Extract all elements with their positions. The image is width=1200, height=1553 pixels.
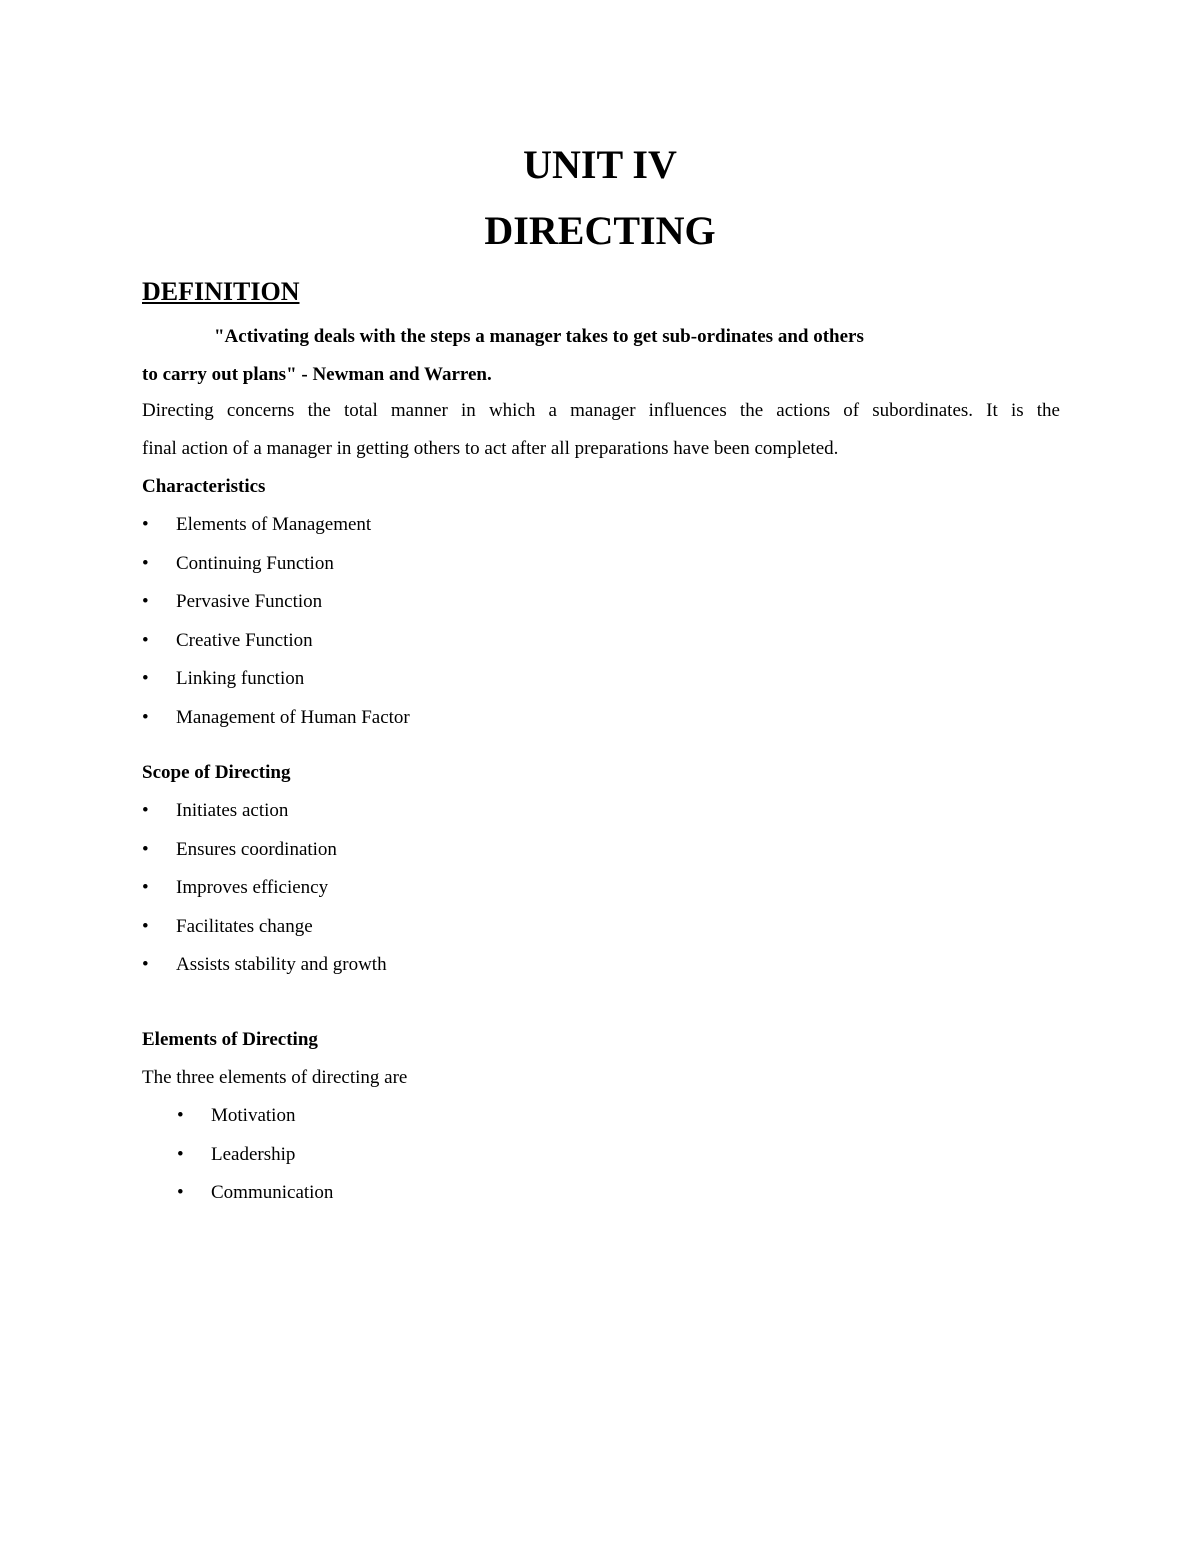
unit-title: UNIT IV [523, 142, 677, 187]
list-item: • Communication [177, 1182, 334, 1203]
definition-paragraph-line2: final action of a manager in getting others to act after all preparations have been completed. [142, 438, 839, 459]
list-item: • Linking function [142, 668, 305, 689]
list-item: • Continuing Function [142, 552, 334, 574]
characteristics-list [142, 514, 742, 745]
list-item: • Improves efficiency [142, 877, 329, 898]
elements-intro: The three elements of directing are [142, 1067, 408, 1088]
list-item: • Motivation [177, 1105, 296, 1126]
list-item: • Elements of Management [142, 514, 372, 535]
bullet-icon: • [177, 1143, 184, 1165]
list-item: • Leadership [177, 1143, 296, 1165]
list-item: • Ensures coordination [142, 838, 337, 860]
definition-paragraph-line1: Directing concerns the total manner in which a manager influences the actions of subordinates. It is the [142, 400, 1060, 421]
bullet-icon: • [142, 591, 149, 612]
bullet-icon: • [142, 838, 149, 860]
bullet-icon: • [142, 954, 149, 975]
bullet-icon: • [142, 706, 149, 728]
list-item: • Creative Function [142, 629, 313, 651]
bullet-icon: • [177, 1105, 184, 1126]
chapter-title: DIRECTING [484, 208, 716, 253]
bullet-icon: • [142, 514, 149, 535]
scope-list [142, 800, 742, 993]
list-item: • Management of Human Factor [142, 706, 410, 728]
elements-list [177, 1105, 777, 1221]
elements-heading: Elements of Directing [142, 1029, 318, 1050]
bullet-icon: • [142, 877, 149, 898]
definition-quote-line2: to carry out plans" - Newman and Warren. [142, 364, 492, 385]
list-item: • Initiates action [142, 800, 289, 821]
bullet-icon: • [142, 629, 149, 651]
definition-quote-line1: "Activating deals with the steps a manager takes to get sub-ordinates and others [214, 326, 864, 347]
bullet-icon: • [142, 668, 149, 689]
bullet-icon: • [142, 800, 149, 821]
bullet-icon: • [177, 1182, 184, 1203]
list-item: • Assists stability and growth [142, 954, 387, 975]
scope-heading: Scope of Directing [142, 762, 291, 783]
list-item: • Pervasive Function [142, 591, 323, 612]
definition-heading: DEFINITION [142, 277, 300, 306]
list-item: • Facilitates change [142, 915, 313, 937]
bullet-icon: • [142, 915, 149, 937]
bullet-icon: • [142, 552, 149, 574]
characteristics-heading: Characteristics [142, 476, 266, 497]
